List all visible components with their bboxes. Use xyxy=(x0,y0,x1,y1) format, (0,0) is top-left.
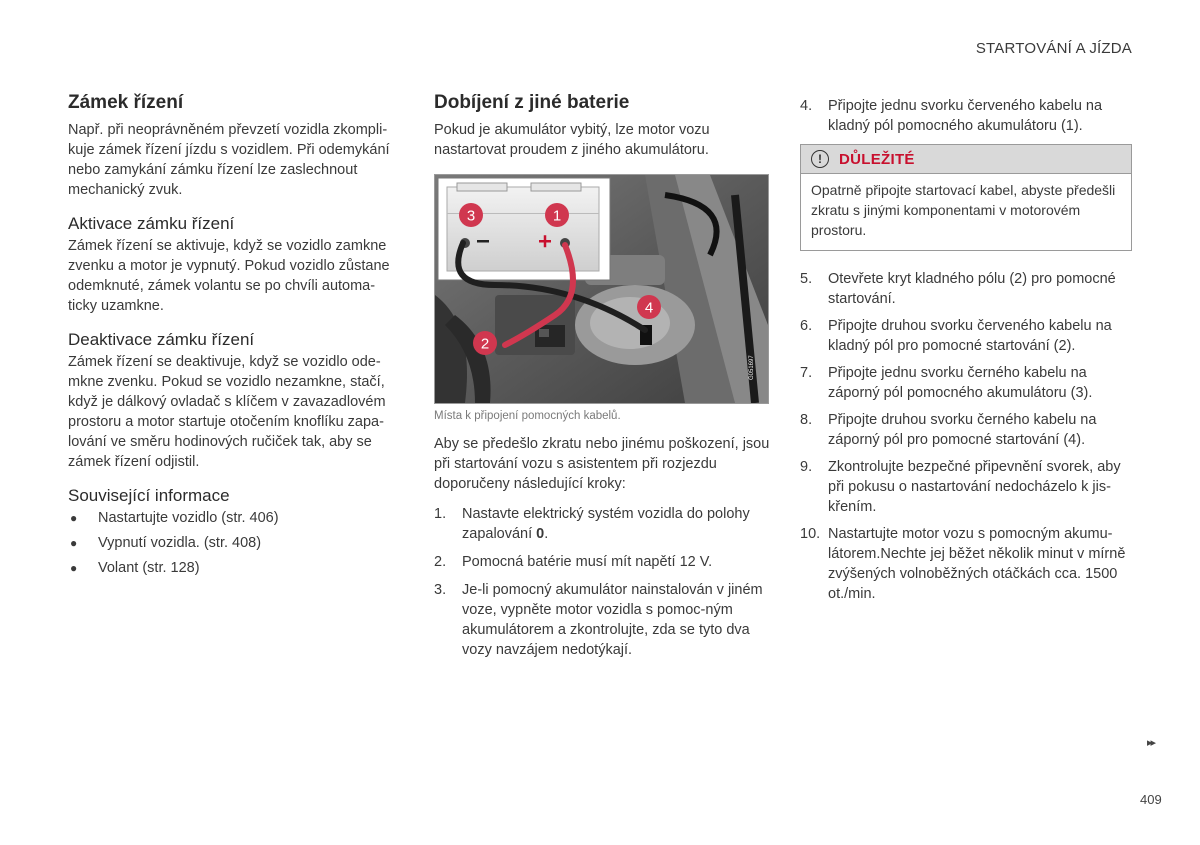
jump-start-title: Dobíjení z jiné baterie xyxy=(434,92,630,113)
related-link[interactable]: ● Nastartujte vozidlo (str. 406) xyxy=(70,510,279,526)
svg-text:2: 2 xyxy=(480,335,490,353)
related-link[interactable]: ● Volant (str. 128) xyxy=(70,560,200,576)
activation-heading: Aktivace zámku řízení xyxy=(68,214,235,233)
page-number: 409 xyxy=(1140,792,1162,807)
list-item: 5. Otevřete kryt kladného pólu (2) pro pomocné startování. xyxy=(800,271,1116,307)
warning-icon: ! xyxy=(811,150,829,168)
deactivation-section xyxy=(68,330,403,472)
bullet-icon: ● xyxy=(70,536,78,550)
jump-start-paragraph: Aby se předešlo zkratu nebo jinému poškození, jsou při startování vozu s asistentem při rozjezdu doporučeny následující kroky: xyxy=(434,436,770,492)
list-item: 4. Připojte jednu svorku červeného kabelu na kladný pól pomocného akumulátoru (1). xyxy=(800,98,1103,134)
section-header: STARTOVÁNÍ A JÍZDA xyxy=(975,40,1132,57)
activation-section xyxy=(68,214,403,316)
list-item: 10. Nastartujte motor vozu s pomocným akumu-látorem.Nechte jej běžet několik minut v mírně zvýšených volnoběžných otáčkách cca. 1500 ot./min. xyxy=(800,526,1126,602)
svg-text:4: 4 xyxy=(644,299,654,317)
related-info-heading: Související informace xyxy=(68,486,230,505)
list-item: 2. Pomocná batérie musí mít napětí 12 V. xyxy=(434,554,713,570)
callout-4 xyxy=(637,295,661,319)
list-item: 8. Připojte druhou svorku černého kabelu na záporný pól pro pomocné startování (4). xyxy=(800,412,1097,448)
important-title: DŮLEŽITÉ xyxy=(839,150,915,168)
list-item: 1. Nastavte elektrický systém vozidla do polohy zapalování 0. xyxy=(434,506,750,542)
steering-lock-title: Zámek řízení xyxy=(68,92,184,113)
related-info-section xyxy=(68,486,403,578)
column-jump-start xyxy=(434,92,770,668)
engine-bay-drawing xyxy=(435,175,768,403)
battery-illustration xyxy=(434,174,769,404)
important-notice xyxy=(800,144,1132,251)
list-item: 9. Zkontrolujte bezpečné připevnění svorek, aby při pokusu o nastartování nedocházelo k jis-křením. xyxy=(800,459,1121,515)
bullet-icon: ● xyxy=(70,511,78,525)
list-item: 6. Připojte druhou svorku červeného kabelu na kladný pól pro pomocné startování (2). xyxy=(800,318,1112,354)
column-steps-continued xyxy=(800,96,1132,612)
list-item: 3. Je-li pomocný akumulátor nainstalován v jiném voze, vypněte motor vozidla s pomoc-ným akumulátorem a zkontrolujte, zda se tyto dva vozy navzájem nedotýkají. xyxy=(434,582,763,658)
important-text: Opatrně připojte startovací kabel, abyste předešli zkratu s jinými komponentami v motorovém prostoru. xyxy=(811,182,1116,238)
steps-continued-first xyxy=(800,96,1132,136)
callout-2 xyxy=(473,331,497,355)
activation-text: Zámek řízení se aktivuje, když se vozidlo zamkne zvenku a motor je vypnutý. Pokud vozidlo zůstane odemknuté, zámek volantu se po chvíli automa-ticky uzamkne. xyxy=(68,238,390,314)
figure-caption: Místa k připojení pomocných kabelů. xyxy=(434,410,621,422)
callout-3 xyxy=(459,203,483,227)
list-item: 7. Připojte jednu svorku černého kabelu na záporný pól pomocného akumulátoru (3). xyxy=(800,365,1093,401)
bullet-icon: ● xyxy=(70,561,78,575)
related-link[interactable]: ● Vypnutí vozidla. (str. 408) xyxy=(70,535,262,551)
svg-text:1: 1 xyxy=(552,207,562,225)
jump-start-intro: Pokud je akumulátor vybitý, lze motor vozu nastartovat proudem z jiného akumulátoru. xyxy=(434,122,710,158)
next-page-arrows-icon[interactable]: ▸▸ xyxy=(1147,737,1155,749)
image-code: G051697 xyxy=(749,355,755,380)
important-header xyxy=(801,145,1131,174)
jump-start-steps xyxy=(434,504,770,660)
column-steering-lock xyxy=(68,92,403,583)
related-info-list xyxy=(68,508,403,578)
deactivation-heading: Deaktivace zámku řízení xyxy=(68,330,255,349)
svg-text:3: 3 xyxy=(466,207,476,225)
steps-continued xyxy=(800,269,1132,604)
deactivation-text: Zámek řízení se deaktivuje, když se vozidlo ode-mkne zvenku. Pokud se vozidlo nezamkne, stačí, když je dálkový ovladač s klíčem v zavazadlovém prostoru a motor startuje otočením knoflíku zapa-lování ve směru hodinových ručiček tak, aby se zámek řízení odjistil. xyxy=(68,354,386,470)
callout-1 xyxy=(545,203,569,227)
steering-lock-intro: Např. při neoprávněném převzetí vozidla zkompli-kuje zámek řízení jízdu s vozidlem. Při odemykání nebo zamykání zámku řízení lze zaslechnout mechanický zvuk. xyxy=(68,122,390,198)
